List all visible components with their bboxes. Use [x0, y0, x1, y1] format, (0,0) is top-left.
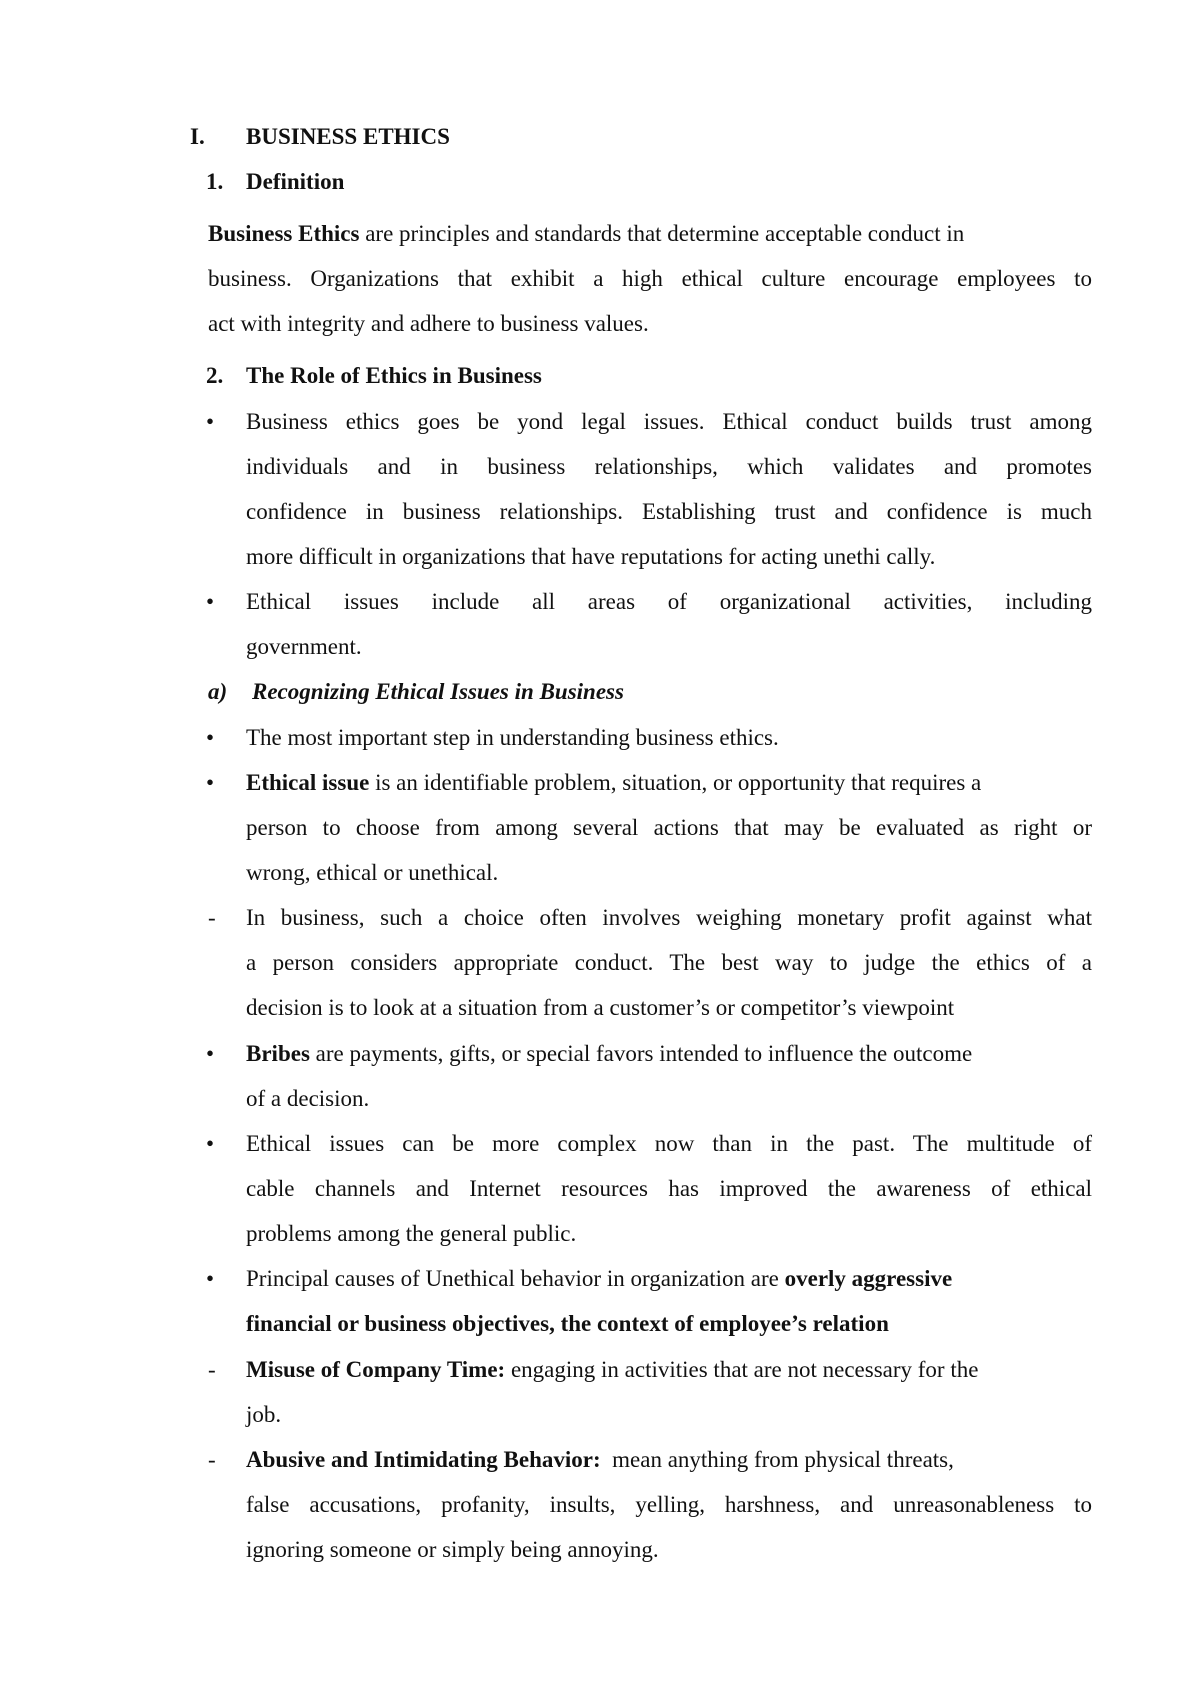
paragraph-line: Business Ethics are principles and standards that determine acceptable conduct in [208, 221, 965, 246]
subsection-number: 2. [206, 363, 224, 388]
bullet-line: Business ethics goes be yond legal issues. Ethical conduct builds trust among [246, 409, 1092, 434]
dash-line: false accusations, profanity, insults, yelling, harshness, and unreasonableness to [246, 1492, 1092, 1517]
paragraph-line: business. Organizations that exhibit a high ethical culture encourage employees to [208, 266, 1092, 291]
bullet-line: person to choose from among several actions that may be evaluated as right or [246, 815, 1092, 840]
bullet-line: wrong, ethical or unethical. [246, 860, 499, 885]
bullet-line: more difficult in organizations that have reputations for acting unethi cally. [246, 544, 936, 569]
bullet-line: Ethical issues include all areas of organizational activities, including [246, 589, 1092, 614]
emphasis: overly aggressive [784, 1266, 953, 1291]
term: Business Ethics [208, 221, 360, 246]
term: Abusive and Intimidating Behavior: [246, 1447, 601, 1472]
paragraph-line: act with integrity and adhere to business values. [208, 311, 649, 336]
dash-line: In business, such a choice often involves weighing monetary profit against what [246, 905, 1092, 930]
bullet-line: individuals and in business relationships, which validates and promotes [246, 454, 1092, 479]
bullet-line: cable channels and Internet resources has improved the awareness of ethical [246, 1176, 1092, 1201]
dash-line: Abusive and Intimidating Behavior: mean anything from physical threats, [246, 1447, 954, 1472]
bullet-line: The most important step in understanding business ethics. [246, 725, 779, 750]
bullet-line: financial or business objectives, the context of employee’s relation [246, 1311, 889, 1336]
dash-line: Misuse of Company Time: engaging in activities that are not necessary for the [246, 1357, 979, 1382]
bullet-line: Bribes are payments, gifts, or special favors intended to influence the outcome [246, 1041, 973, 1066]
bullet-marker: • [206, 1266, 215, 1291]
bullet-marker: • [206, 1131, 215, 1156]
subsection-title: The Role of Ethics in Business [246, 363, 542, 388]
bullet-marker: • [206, 1041, 215, 1066]
dash-line: a person considers appropriate conduct. The best way to judge the ethics of a [246, 950, 1092, 975]
bullet-line: of a decision. [246, 1086, 370, 1111]
subsection-title: Definition [246, 169, 345, 194]
bullet-marker: • [206, 770, 215, 795]
subsection-number: 1. [206, 169, 224, 194]
dash-marker: - [208, 1357, 216, 1382]
section-numeral: I. [190, 124, 205, 149]
dash-line: ignoring someone or simply being annoying. [246, 1537, 659, 1562]
term: Misuse of Company Time: [246, 1357, 506, 1382]
dash-line: job. [246, 1402, 282, 1427]
term: Ethical issue [246, 770, 370, 795]
bullet-line: government. [246, 634, 362, 659]
bullet-marker: • [206, 589, 215, 614]
bullet-line: Ethical issue is an identifiable problem, situation, or opportunity that requires a [246, 770, 982, 795]
bullet-line: Ethical issues can be more complex now than in the past. The multitude of [246, 1131, 1092, 1156]
subheading-marker: a) [208, 679, 228, 704]
bullet-marker: • [206, 725, 215, 750]
dash-marker: - [208, 1447, 216, 1472]
bullet-line: Principal causes of Unethical behavior in organization are overly aggressive [246, 1266, 953, 1291]
bullet-marker: • [206, 409, 215, 434]
section-title: BUSINESS ETHICS [246, 124, 450, 149]
subheading-title: Recognizing Ethical Issues in Business [252, 679, 624, 704]
dash-marker: - [208, 905, 216, 930]
term: Bribes [246, 1041, 310, 1066]
bullet-line: problems among the general public. [246, 1221, 577, 1246]
bullet-line: confidence in business relationships. Establishing trust and confidence is much [246, 499, 1092, 524]
dash-line: decision is to look at a situation from a customer’s or competitor’s viewpoint [246, 995, 955, 1020]
